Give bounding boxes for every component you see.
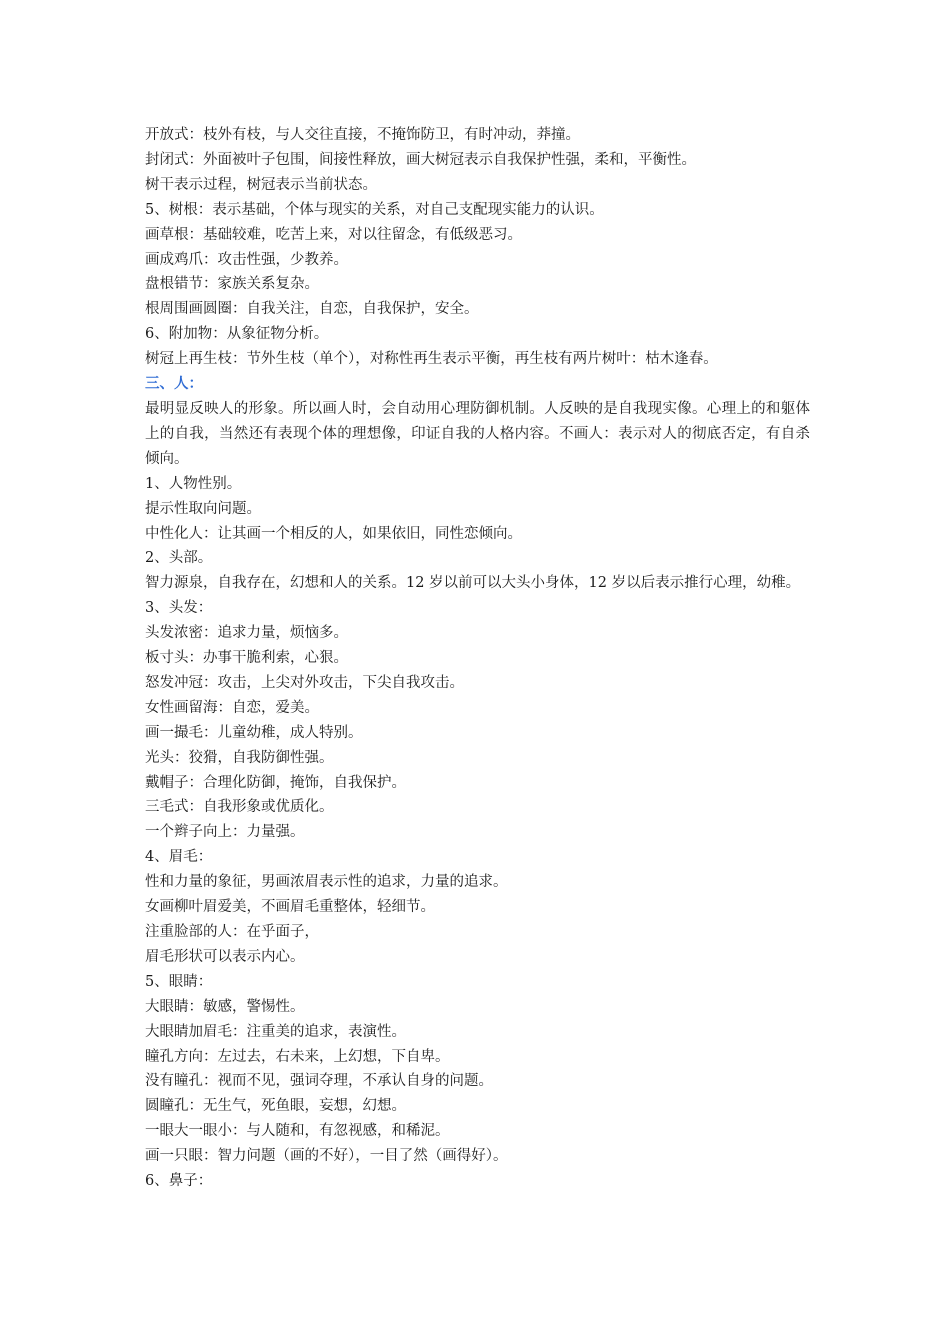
text-line: 6、鼻子： [145, 1173, 213, 1190]
text-line: 瞳孔方向：左过去，右未来，上幻想，下自卑。 [145, 1048, 450, 1065]
text-line: 一个辫子向上：力量强。 [145, 824, 305, 841]
text-line: 树干表示过程，树冠表示当前状态。 [145, 176, 377, 193]
text-line: 5、树根：表示基础，个体与现实的关系，对自己支配现实能力的认识。 [145, 201, 604, 218]
text-line: 提示性取向问题。 [145, 500, 261, 517]
text-line: 3、头发： [145, 600, 213, 617]
text-line: 眉毛形状可以表示内心。 [145, 948, 305, 965]
document-page [145, 123, 810, 1194]
text-line: 戴帽子：合理化防御，掩饰，自我保护。 [145, 774, 406, 791]
text-line: 大眼睛：敏感，警惕性。 [145, 998, 305, 1015]
text-line: 光头：狡猾，自我防御性强。 [145, 749, 334, 766]
head-paragraph: 智力源泉，自我存在，幻想和人的关系。12 岁以前可以大头小身体，12 岁以后表示推行心理，幼稚。 [145, 575, 801, 592]
text-line: 1、人物性别。 [145, 475, 242, 492]
text-line: 2、头部。 [145, 550, 213, 567]
text-line: 一眼大一眼小：与人随和，有忽视感，和稀泥。 [145, 1123, 450, 1140]
text-line: 根周围画圆圈：自我关注，自恋，自我保护，安全。 [145, 301, 479, 318]
section-heading: 三、人： [145, 375, 203, 393]
text-line: 没有瞳孔：视而不见，强词夺理，不承认自身的问题。 [145, 1073, 493, 1090]
text-line: 盘根错节：家族关系复杂。 [145, 276, 319, 293]
text-line: 板寸头：办事干脆利索，心狠。 [145, 650, 348, 667]
intro-paragraph: 最明显反映人的形象。所以画人时，会自动用心理防御机制。人反映的是自我现实像。心理上的和躯体上的自我，当然还有表现个体的理想像，印证自我的人格内容。不画人：表示对人的彻底否定，有自杀倾向。 [145, 400, 810, 467]
text-line: 4、眉毛： [145, 849, 213, 866]
text-line: 树冠上再生枝：节外生枝（单个），对称性再生表示平衡，再生枝有两片树叶：枯木逢春。 [145, 351, 718, 368]
text-line: 头发浓密：追求力量，烦恼多。 [145, 625, 348, 642]
text-line: 女画柳叶眉爱美，不画眉毛重整体，轻细节。 [145, 899, 435, 916]
text-line: 6、附加物：从象征物分析。 [145, 326, 329, 343]
text-line: 注重脸部的人：在乎面子， [145, 924, 319, 940]
text-line: 画成鸡爪：攻击性强，少教养。 [145, 251, 348, 268]
text-line: 画一只眼：智力问题（画的不好），一目了然（画得好）。 [145, 1148, 508, 1165]
text-line: 画草根：基础较难，吃苦上来，对以往留念，有低级恶习。 [145, 226, 522, 243]
text-line: 怒发冲冠：攻击，上尖对外攻击，下尖自我攻击。 [145, 674, 464, 691]
text-line: 三毛式：自我形象或优质化。 [145, 799, 334, 816]
text-line: 画一撮毛：儿童幼稚，成人特别。 [145, 724, 363, 741]
text-line: 圆瞳孔：无生气，死鱼眼，妄想，幻想。 [145, 1098, 406, 1115]
text-line: 封闭式：外面被叶子包围，间接性释放，画大树冠表示自我保护性强，柔和，平衡性。 [145, 151, 696, 168]
text-line: 大眼睛加眉毛：注重美的追求，表演性。 [145, 1023, 406, 1040]
text-line: 中性化人：让其画一个相反的人，如果依旧，同性恋倾向。 [145, 525, 522, 542]
text-line: 开放式：枝外有枝，与人交往直接，不掩饰防卫，有时冲动，莽撞。 [145, 127, 580, 143]
text-line: 5、眼睛： [145, 973, 213, 990]
text-line: 女性画留海：自恋，爱美。 [145, 699, 319, 716]
text-line: 性和力量的象征，男画浓眉表示性的追求，力量的追求。 [145, 874, 508, 891]
